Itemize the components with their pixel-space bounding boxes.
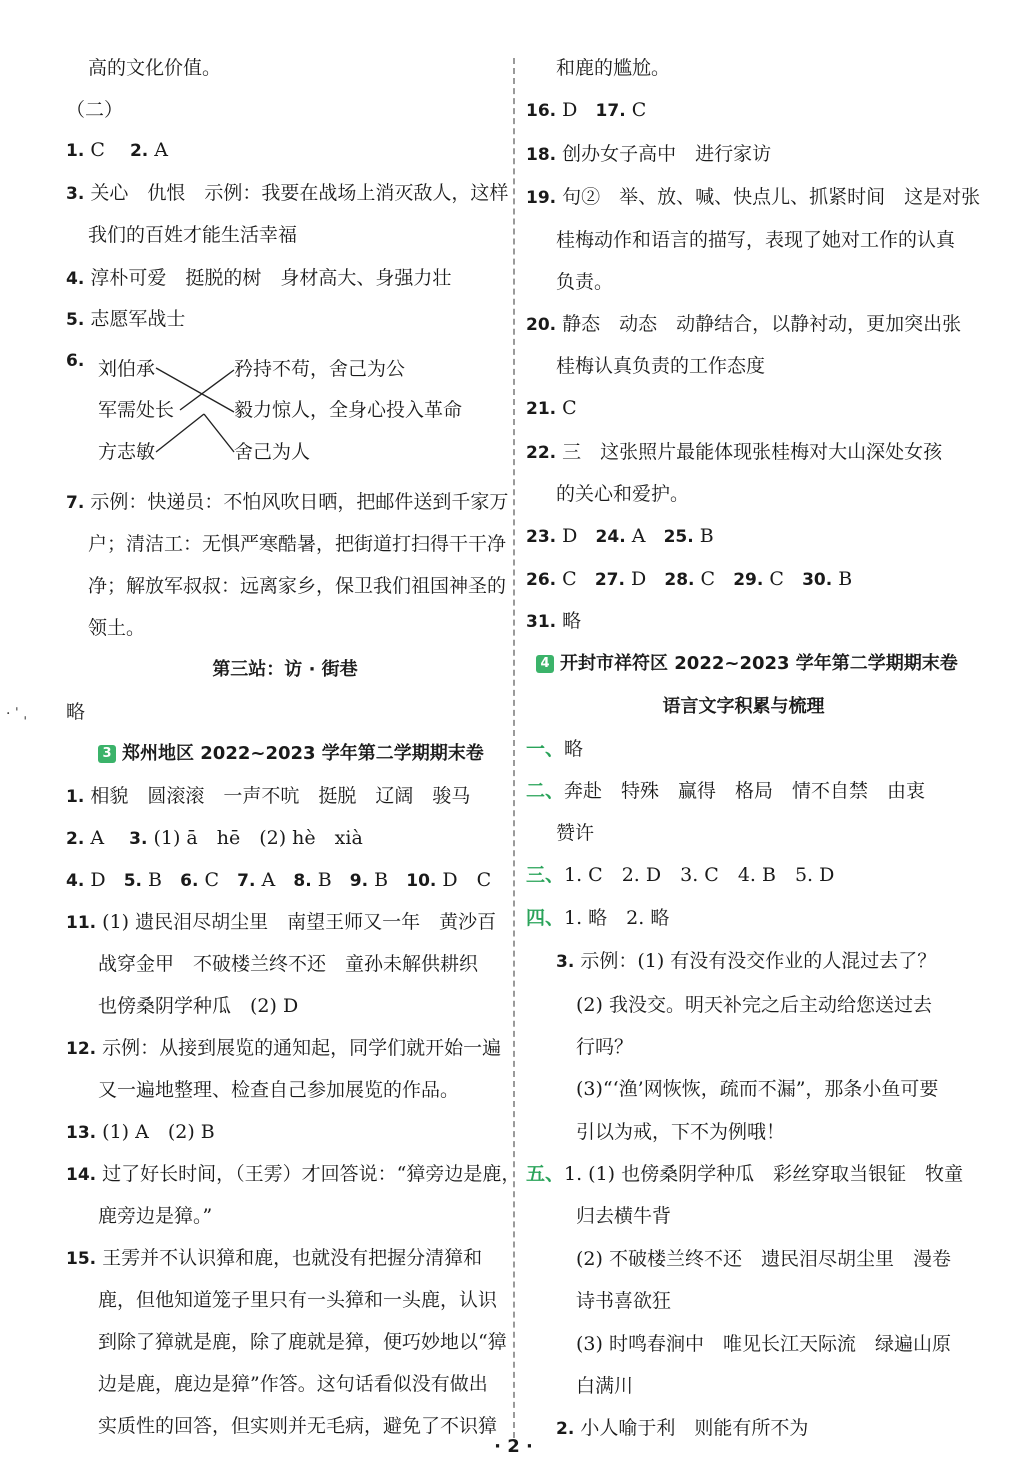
text-line: 也傍桑阴学种瓜 (2) D [98, 995, 299, 1017]
part-5-item-2: 2. 小人喻于利 则能有所不为 [556, 1417, 809, 1439]
text-line: 桂梅认真负责的工作态度 [556, 355, 766, 377]
text-line: 诗书喜欲狂 [576, 1290, 672, 1312]
text-line: 净；解放军叔叔：远离家乡，保卫我们祖国神圣的 [88, 575, 507, 597]
text-line: 到除了獐就是鹿，除了鹿就是獐，便巧妙地以“獐 [98, 1331, 507, 1353]
part-2: 二、奔赴 特殊 赢得 格局 情不自禁 由衷 [526, 780, 926, 802]
match-right-item: 毅力惊人，全身心投入革命 [234, 399, 463, 421]
exam-heading: 4 开封市祥符区 2022~2023 学年第二学期期末卷 [536, 652, 958, 676]
answer-5: 5. 志愿军战士 [66, 308, 186, 330]
part-5: 五、1. (1) 也傍桑阴学种瓜 彩丝穿取当银钲 牧童 [526, 1163, 964, 1185]
station-heading: 第三站：访 · 街巷 [212, 659, 358, 680]
answer-1-2: 1. C 2. A [66, 139, 169, 161]
answer-r18: 18. 创办女子高中 进行家访 [526, 143, 772, 165]
text-line: 的关心和爱护。 [556, 483, 690, 505]
answer-a12: 12. 示例：从接到展览的通知起，同学们就开始一遍 [66, 1037, 502, 1059]
answer-a1: 1. 相貌 圆滚滚 一声不吭 挺脱 辽阔 骏马 [66, 785, 471, 807]
answer-r16-17: 16. D 17. C [526, 99, 647, 121]
answer-6-number: 6. [66, 351, 85, 371]
exam-badge: 3 [98, 745, 116, 763]
text-line: 高的文化价值。 [88, 57, 222, 79]
text-line: 鹿，但他知道笼子里只有一头獐和一头鹿，认识 [98, 1289, 498, 1311]
text-line: 户；清洁工：无惧严寒酷暑，把街道打扫得干干净 [88, 533, 507, 555]
margin-marks: · ˈ ˌ [6, 706, 28, 722]
text-line: 实质性的回答，但实则并无毛病，避免了不识獐 [98, 1415, 498, 1437]
answer-r31: 31. 略 [526, 610, 582, 632]
text-line: 归去横牛背 [576, 1205, 672, 1227]
section-heading: 语言文字积累与梳理 [662, 696, 825, 717]
matching-lines [150, 360, 240, 460]
part-4: 四、1. 略 2. 略 [526, 907, 670, 929]
text-line: (2) 不破楼兰终不还 遗民泪尽胡尘里 漫卷 [576, 1248, 951, 1270]
match-left-item: 军需处长 [98, 399, 175, 421]
answer-r23-25: 23. D 24. A 25. B [526, 525, 714, 547]
text-line: 和鹿的尴尬。 [556, 57, 671, 79]
answer-a15: 15. 王雱并不认识獐和鹿，也就没有把握分清獐和 [66, 1247, 483, 1269]
text-line: 鹿旁边是獐。” [98, 1205, 213, 1227]
text-line: (2) 我没交。明天补完之后主动给您送过去 [576, 994, 932, 1016]
text-line: 负责。 [556, 271, 614, 293]
page-number: · 2 · [494, 1436, 533, 1457]
text-line: 边是鹿，鹿边是獐”作答。这句话看似没有做出 [98, 1373, 488, 1395]
text-line: 领土。 [88, 617, 146, 639]
answer-4: 4. 淳朴可爱 挺脱的树 身材高大、身强力壮 [66, 267, 452, 289]
answer-a11: 11. (1) 遗民泪尽胡尘里 南望王师又一年 黄沙百 [66, 911, 497, 933]
answer-r21: 21. C [526, 397, 577, 419]
text-line: 又一遍地整理、检查自己参加展览的作品。 [98, 1079, 460, 1101]
answer-r26-30: 26. C 27. D 28. C 29. C 30. B [526, 568, 853, 590]
part-3: 三、1. C 2. D 3. C 4. B 5. D [526, 864, 835, 886]
section-label: （二） [66, 99, 124, 121]
answer-a14: 14. 过了好长时间，（王雱）才回答说：“獐旁边是鹿， [66, 1163, 521, 1185]
answer-a13: 13. (1) A (2) B [66, 1121, 215, 1143]
answer-r22: 22. 三 这张照片最能体现张桂梅对大山深处女孩 [526, 441, 943, 463]
answer-3: 3. 关心 仇恨 示例：我要在战场上消灭敌人，这样 [66, 182, 509, 204]
match-left-item: 方志敏 [98, 441, 156, 463]
text-line: 行吗？ [576, 1036, 634, 1058]
exam-heading: 3 郑州地区 2022~2023 学年第二学期期末卷 [98, 742, 484, 766]
answer-r20: 20. 静态 动态 动静结合，以静衬动，更加突出张 [526, 313, 962, 335]
text-line: 桂梅动作和语言的描写，表现了她对工作的认真 [556, 229, 956, 251]
text-line: 赞许 [556, 822, 595, 844]
column-divider [513, 58, 515, 1438]
part-4-item-3: 3. 示例：(1) 有没有没交作业的人混过去了？ [556, 950, 937, 972]
text-line: 白满川 [576, 1375, 634, 1397]
text-line: 战穿金甲 不破楼兰终不还 童孙未解供耕织 [98, 953, 479, 975]
text-line: 引以为戒，下不为例哦！ [576, 1121, 786, 1143]
answer-a4-10: 4. D 5. B 6. C 7. A 8. B 9. B 10. D C [66, 869, 492, 891]
match-left-item: 刘伯承 [98, 358, 156, 380]
text-line: (3) 时鸣春涧中 唯见长江天际流 绿遍山原 [576, 1333, 951, 1355]
exam-badge: 4 [536, 655, 554, 673]
text-line: 我们的百姓才能生活幸福 [88, 224, 298, 246]
answer-r19: 19. 句② 举、放、喊、快点儿、抓紧时间 这是对张 [526, 186, 981, 208]
match-right-item: 舍己为人 [234, 441, 311, 463]
text-line: (3)“‘渔’网恢恢，疏而不漏”，那条小鱼可要 [576, 1078, 939, 1100]
answer-7: 7. 示例：快递员：不怕风吹日晒，把邮件送到千家万 [66, 491, 509, 513]
answer-a2-3: 2. A 3. (1) ā hē (2) hè xià [66, 827, 363, 849]
part-1: 一、略 [526, 738, 584, 760]
match-right-item: 矜持不苟，舍己为公 [234, 358, 406, 380]
text-line: 略 [66, 701, 86, 723]
